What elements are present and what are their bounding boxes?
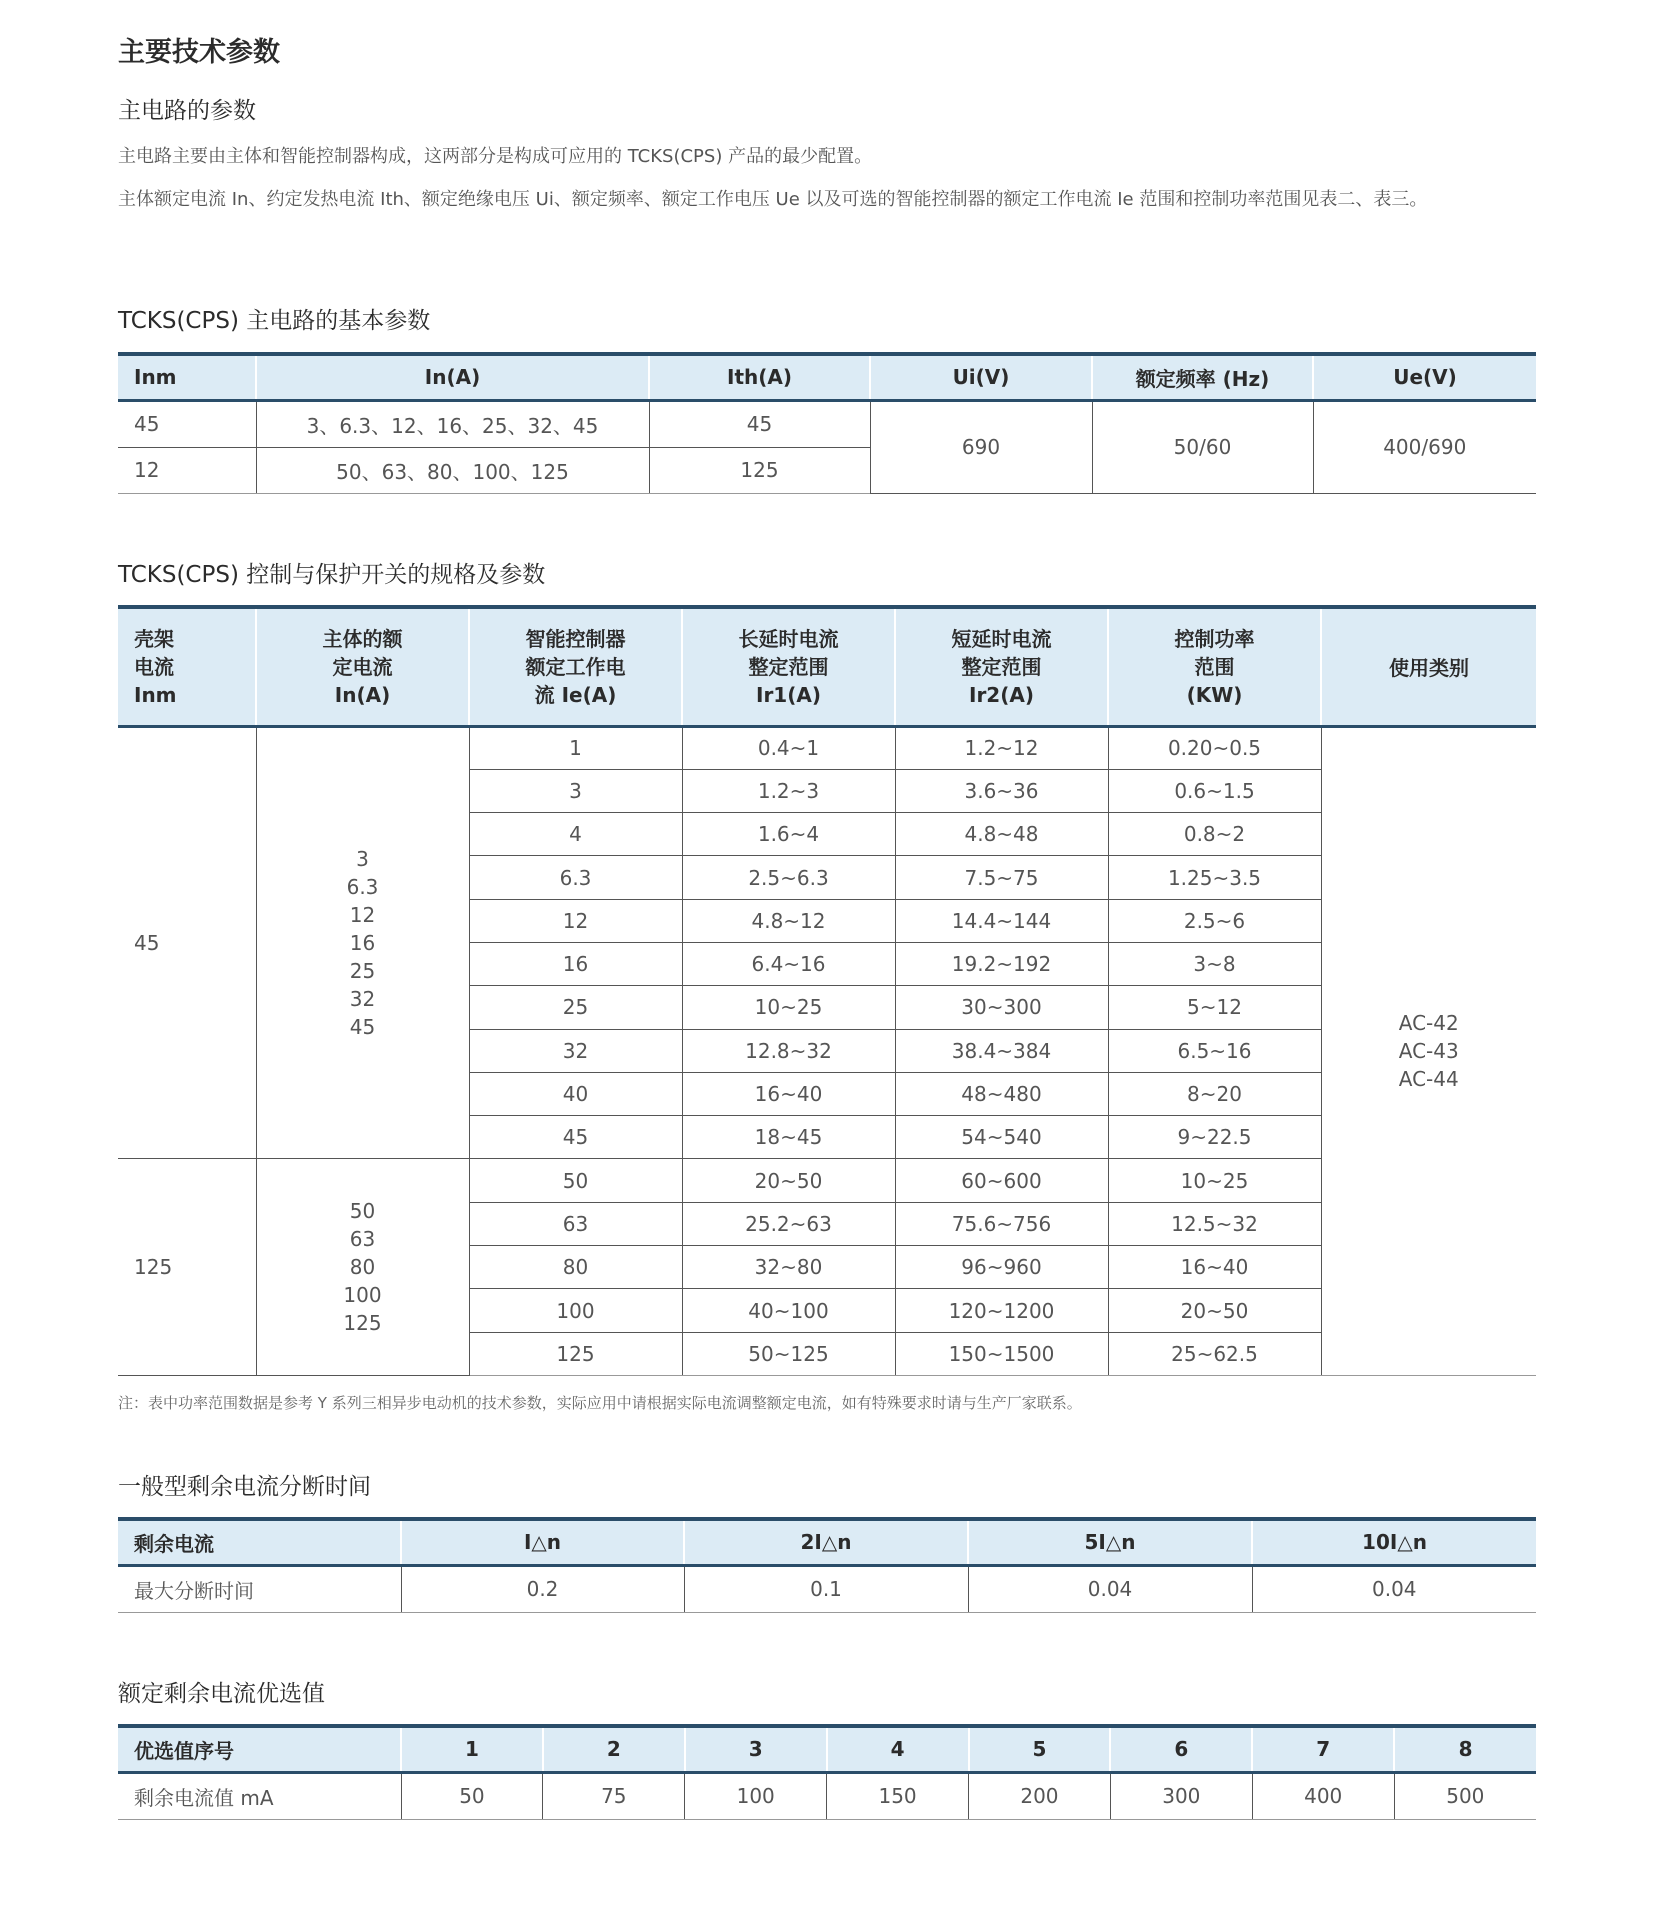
table-cell: 4: [469, 813, 682, 856]
table-cell: 500: [1394, 1772, 1536, 1819]
rated-current-cell: 3 6.3 12 16 25 32 45: [256, 726, 469, 1159]
basic-params-table: [118, 352, 1536, 494]
table-cell: 54~540: [895, 1116, 1108, 1159]
table-row: [118, 400, 1536, 447]
table3-header: 剩余电流: [118, 1519, 401, 1565]
table-cell: 1: [469, 726, 682, 769]
ue-cell: 400/690: [1313, 400, 1536, 493]
table-cell: 63: [469, 1202, 682, 1245]
table-cell: 300: [1110, 1772, 1252, 1819]
table-cell: 10~25: [1108, 1159, 1321, 1202]
table-cell: 150~1500: [895, 1332, 1108, 1375]
table-cell: 1.2~12: [895, 726, 1108, 769]
freq-cell: 50/60: [1092, 400, 1313, 493]
table-cell: 0.2: [401, 1565, 684, 1612]
table-cell: 剩余电流值 mA: [118, 1772, 401, 1819]
table-cell: 40~100: [682, 1289, 895, 1332]
table-cell: 3: [469, 769, 682, 812]
table-cell: 1.2~3: [682, 769, 895, 812]
table-cell: 12: [118, 447, 256, 493]
table1-title: TCKS(CPS) 主电路的基本参数: [118, 308, 431, 334]
table-cell: 0.20~0.5: [1108, 726, 1321, 769]
table4-header: 4: [827, 1726, 969, 1772]
table-cell: 8~20: [1108, 1072, 1321, 1115]
table-cell: 6.4~16: [682, 942, 895, 985]
table-cell: 50、63、80、100、125: [256, 447, 649, 493]
spec-table: [118, 605, 1536, 1376]
table4-header: 1: [401, 1726, 543, 1772]
table-cell: 80: [469, 1246, 682, 1289]
table-cell: 100: [685, 1772, 827, 1819]
table-cell: 60~600: [895, 1159, 1108, 1202]
table-cell: 25: [469, 986, 682, 1029]
table-cell: 最大分断时间: [118, 1565, 401, 1612]
table4-header: 7: [1252, 1726, 1394, 1772]
table-row: [118, 1565, 1536, 1612]
table-cell: 25~62.5: [1108, 1332, 1321, 1375]
table-row: [118, 1772, 1536, 1819]
table-cell: 100: [469, 1289, 682, 1332]
frame-current-cell: 45: [118, 726, 256, 1159]
table-cell: 0.8~2: [1108, 813, 1321, 856]
table1-header: Ue(V): [1313, 354, 1536, 400]
table-cell: 30~300: [895, 986, 1108, 1029]
table-cell: 3.6~36: [895, 769, 1108, 812]
table4-header: 8: [1394, 1726, 1536, 1772]
table3-header: 10I△n: [1252, 1519, 1536, 1565]
table-cell: 20~50: [1108, 1289, 1321, 1332]
table-row: [118, 726, 1536, 769]
table2-header: 智能控制器 额定工作电 流 Ie(A): [469, 607, 682, 726]
table-cell: 14.4~144: [895, 899, 1108, 942]
main-circuit-para-2: 主体额定电流 In、约定发热电流 Ith、额定绝缘电压 Ui、额定频率、额定工作电压 Ue 以及可选的智能控制器的额定工作电流 Ie 范围和控制功率范围见表二、表三。: [118, 189, 1428, 210]
table-cell: 32: [469, 1029, 682, 1072]
table-cell: 150: [827, 1772, 969, 1819]
table-cell: 50: [401, 1772, 543, 1819]
table2-header: 长延时电流 整定范围 Ir1(A): [682, 607, 895, 726]
table-cell: 0.6~1.5: [1108, 769, 1321, 812]
table-cell: 6.5~16: [1108, 1029, 1321, 1072]
table3-header: 2I△n: [684, 1519, 968, 1565]
table-cell: 3~8: [1108, 942, 1321, 985]
table-cell: 3、6.3、12、16、25、32、45: [256, 400, 649, 447]
table-cell: 400: [1252, 1772, 1394, 1819]
table2-header: 短延时电流 整定范围 Ir2(A): [895, 607, 1108, 726]
table-cell: 45: [118, 400, 256, 447]
table-cell: 12.5~32: [1108, 1202, 1321, 1245]
table-cell: 120~1200: [895, 1289, 1108, 1332]
table-cell: 6.3: [469, 856, 682, 899]
table-cell: 4.8~48: [895, 813, 1108, 856]
table2-header: 使用类别: [1321, 607, 1536, 726]
table-cell: 50~125: [682, 1332, 895, 1375]
table-cell: 18~45: [682, 1116, 895, 1159]
table-cell: 2.5~6.3: [682, 856, 895, 899]
table2-header: 壳架 电流 Inm: [118, 607, 256, 726]
table4-header: 2: [543, 1726, 685, 1772]
table-cell: 1.25~3.5: [1108, 856, 1321, 899]
table-cell: 200: [969, 1772, 1111, 1819]
table-cell: 1.6~4: [682, 813, 895, 856]
table-cell: 4.8~12: [682, 899, 895, 942]
table-cell: 20~50: [682, 1159, 895, 1202]
table-cell: 125: [649, 447, 870, 493]
table2-header: 主体的额 定电流 In(A): [256, 607, 469, 726]
frame-current-cell: 125: [118, 1159, 256, 1375]
table-cell: 7.5~75: [895, 856, 1108, 899]
table-cell: 10~25: [682, 986, 895, 1029]
table1-header: Inm: [118, 354, 256, 400]
table-cell: 5~12: [1108, 986, 1321, 1029]
rated-current-cell: 50 63 80 100 125: [256, 1159, 469, 1375]
table3-header: 5I△n: [968, 1519, 1252, 1565]
table-cell: 16: [469, 942, 682, 985]
table4-header: 5: [969, 1726, 1111, 1772]
table-cell: 0.04: [1252, 1565, 1536, 1612]
trip-time-table: [118, 1517, 1536, 1613]
table2-title: TCKS(CPS) 控制与保护开关的规格及参数: [118, 562, 546, 588]
table1-header: In(A): [256, 354, 649, 400]
table-cell: 75: [543, 1772, 685, 1819]
table-cell: 75.6~756: [895, 1202, 1108, 1245]
table-cell: 45: [469, 1116, 682, 1159]
table4-header: 3: [685, 1726, 827, 1772]
preferred-values-table: [118, 1724, 1536, 1820]
table1-header: 额定频率 (Hz): [1092, 354, 1313, 400]
table4-header: 优选值序号: [118, 1726, 401, 1772]
table-cell: 12.8~32: [682, 1029, 895, 1072]
table-cell: 19.2~192: [895, 942, 1108, 985]
table-cell: 2.5~6: [1108, 899, 1321, 942]
ui-cell: 690: [870, 400, 1092, 493]
table-cell: 25.2~63: [682, 1202, 895, 1245]
table2-note: 注：表中功率范围数据是参考 Y 系列三相异步电动机的技术参数，实际应用中请根据实际电流调整额定电流，如有特殊要求时请与生产厂家联系。: [118, 1394, 1082, 1412]
table-cell: 12: [469, 899, 682, 942]
table-cell: 0.1: [684, 1565, 968, 1612]
main-circuit-para-1: 主电路主要由主体和智能控制器构成，这两部分是构成可应用的 TCKS(CPS) 产品的最少配置。: [118, 146, 873, 167]
table1-header: Ui(V): [870, 354, 1092, 400]
table2-header: 控制功率 范围 (KW): [1108, 607, 1321, 726]
table3-title: 一般型剩余电流分断时间: [118, 1474, 371, 1500]
table-cell: 40: [469, 1072, 682, 1115]
table-cell: 38.4~384: [895, 1029, 1108, 1072]
table1-header: Ith(A): [649, 354, 870, 400]
table-cell: 16~40: [682, 1072, 895, 1115]
usage-category-cell: AC-42 AC-43 AC-44: [1321, 726, 1536, 1375]
table-cell: 50: [469, 1159, 682, 1202]
main-circuit-title: 主电路的参数: [118, 98, 256, 124]
table-cell: 9~22.5: [1108, 1116, 1321, 1159]
table-cell: 96~960: [895, 1246, 1108, 1289]
table3-header: I△n: [401, 1519, 684, 1565]
table-cell: 0.4~1: [682, 726, 895, 769]
table-cell: 125: [469, 1332, 682, 1375]
page-heading: 主要技术参数: [118, 37, 280, 68]
table-cell: 48~480: [895, 1072, 1108, 1115]
table-cell: 0.04: [968, 1565, 1252, 1612]
table-cell: 45: [649, 400, 870, 447]
table4-header: 6: [1110, 1726, 1252, 1772]
table4-title: 额定剩余电流优选值: [118, 1681, 325, 1707]
table-cell: 16~40: [1108, 1246, 1321, 1289]
table-cell: 32~80: [682, 1246, 895, 1289]
